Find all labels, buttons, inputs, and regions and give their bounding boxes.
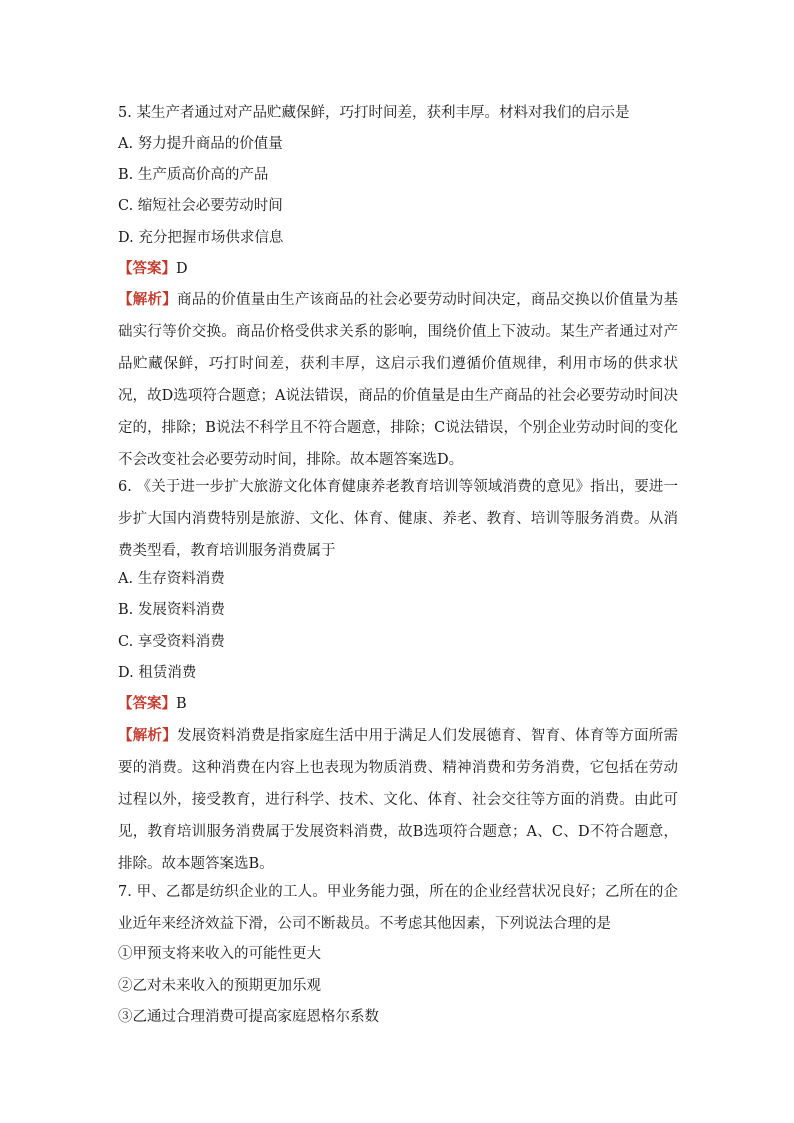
question-7-statement-3: ③乙通过合理消费可提高家庭恩格尔系数 [118, 1009, 379, 1025]
question-5-option-a: A. 努力提升商品的价值量 [118, 136, 283, 152]
analysis-tag: 【解析】 [118, 727, 177, 744]
question-5-option-c: C. 缩短社会必要劳动时间 [118, 198, 283, 214]
question-6-option-b: B. 发展资料消费 [118, 602, 225, 618]
question-5-stem: 5. 某生产者通过对产品贮藏保鲜，巧打时间差，获利丰厚。材料对我们的启示是 [118, 105, 630, 121]
question-6-option-c: C. 享受资料消费 [118, 634, 225, 650]
question-5-answer [118, 259, 678, 279]
question-6-option-d: D. 租赁消费 [118, 665, 197, 681]
question-7-statement-1: ①甲预支将来收入的可能性更大 [118, 946, 321, 962]
analysis-tag: 【解析】 [118, 291, 177, 308]
question-6-option-a: A. 生存资料消费 [118, 571, 225, 587]
answer-value: D [176, 261, 188, 277]
question-6-stem: 6. 《关于进一步扩大旅游文化体育健康养老教育培训等领域消费的意见》指出，要进一步扩大国内消费特别是旅游、文化、体育、健康、养老、教育、培训等服务消费。从消费类型看，教育培训服务消费属于 [118, 479, 678, 559]
answer-tag: 【答案】 [118, 260, 176, 277]
answer-tag: 【答案】 [118, 695, 176, 712]
question-5-analysis [118, 284, 678, 476]
analysis-text: 发展资料消费是指家庭生活中用于满足人们发展德育、智育、体育等方面所需要的消费。这种消费在内容上也表现为物质消费、精神消费和劳务消费，它包括在劳动过程以外，接受教育，进行科学、技术、文化、体育、社会交往等方面的消费。由此可见，教育培训服务消费属于发展资料消费，故B选项符合题意；A、C、D不符合题意，排除。故本题答案选B。 [118, 728, 679, 872]
question-5-option-b: B. 生产质高价高的产品 [118, 167, 269, 183]
question-7-stem: 7. 甲、乙都是纺织企业的工人。甲业务能力强，所在的企业经营状况良好；乙所在的企业近年来经济效益下滑，公司不断裁员。不考虑其他因素，下列说法合理的是 [118, 884, 678, 932]
question-5-option-d: D. 充分把握市场供求信息 [118, 230, 284, 246]
answer-value: B [176, 696, 187, 712]
question-6-answer [118, 694, 678, 714]
analysis-text: 商品的价值量由生产该商品的社会必要劳动时间决定，商品交换以价值量为基础实行等价交换。商品价格受供求关系的影响，围绕价值上下波动。某生产者通过对产品贮藏保鲜，巧打时间差，获利丰厚，这启示我们遵循价值规律，利用市场的供求状况，故D选项符合题意；A说法错误，商品的价值量是由生产商品的社会必要劳动时间决定的，排除；B说法不科学且不符合题意，排除；C说法错误，个别企业劳动时间的变化不会改变社会必要劳动时间，排除。故本题答案选D。 [118, 292, 679, 468]
question-6-analysis [118, 720, 678, 880]
question-7-statement-2: ②乙对未来收入的预期更加乐观 [118, 978, 321, 994]
